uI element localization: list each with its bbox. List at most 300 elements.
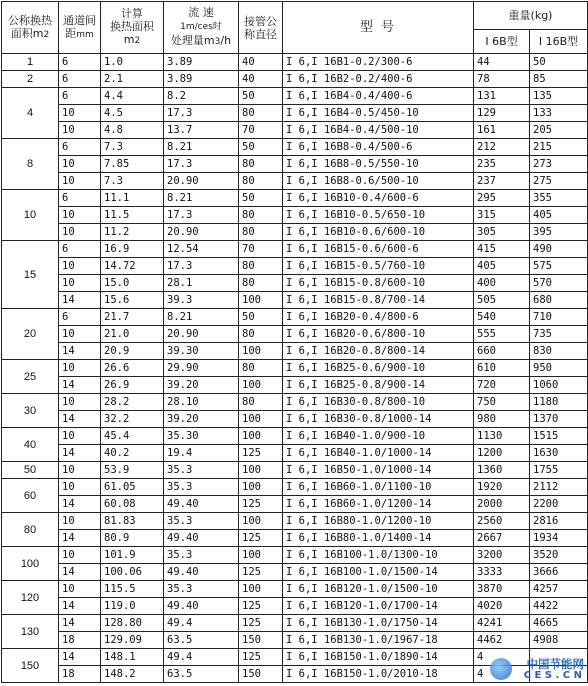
calc-area-cell: 4.4	[101, 88, 164, 105]
gap-cell: 10	[59, 326, 101, 343]
weight-6b-cell: 540	[474, 309, 530, 326]
calc-area-cell: 4.5	[101, 105, 164, 122]
area-cell: 2	[2, 71, 59, 88]
calc-area-cell: 28.2	[101, 394, 164, 411]
flow-cell: 8.21	[164, 190, 239, 207]
gap-cell: 14	[59, 598, 101, 615]
gap-cell: 14	[59, 496, 101, 513]
calc-area-cell: 11.5	[101, 207, 164, 224]
gap-cell: 10	[59, 156, 101, 173]
pipe-cell: 80	[239, 156, 283, 173]
flow-cell: 20.90	[164, 173, 239, 190]
area-cell: 15	[2, 241, 59, 309]
pipe-cell: 80	[239, 258, 283, 275]
header-pipe: 接管公 称直径	[239, 2, 283, 54]
weight-6b-cell: 555	[474, 326, 530, 343]
area-cell: 40	[2, 428, 59, 462]
weight-16b-cell: 4665	[530, 615, 588, 632]
area-cell: 60	[2, 479, 59, 513]
area-cell: 50	[2, 462, 59, 479]
flow-cell: 35.3	[164, 479, 239, 496]
flow-cell: 35.30	[164, 428, 239, 445]
pipe-cell: 80	[239, 105, 283, 122]
calc-area-cell: 101.9	[101, 547, 164, 564]
gap-cell: 10	[59, 105, 101, 122]
calc-area-cell: 148.1	[101, 649, 164, 666]
model-cell: I 6,I 16B20-0.8/800-14	[283, 343, 474, 360]
weight-6b-cell: 3200	[474, 547, 530, 564]
table-row	[2, 513, 588, 530]
gap-cell: 14	[59, 564, 101, 581]
gap-cell: 6	[59, 54, 101, 71]
weight-6b-cell: 720	[474, 377, 530, 394]
flow-cell: 35.3	[164, 513, 239, 530]
calc-area-cell: 15.6	[101, 292, 164, 309]
gap-cell: 10	[59, 462, 101, 479]
calc-area-cell: 100.06	[101, 564, 164, 581]
header-calc-area: 计算 换热面积 m2	[101, 2, 164, 54]
table-row	[2, 54, 588, 71]
weight-6b-cell: 131	[474, 88, 530, 105]
pipe-cell: 50	[239, 309, 283, 326]
table-row	[2, 547, 588, 564]
pipe-cell: 80	[239, 394, 283, 411]
weight-6b-cell: 44	[474, 54, 530, 71]
weight-6b-cell: 1130	[474, 428, 530, 445]
model-cell: I 6,I 16B20-0.4/800-6	[283, 309, 474, 326]
area-cell: 20	[2, 309, 59, 360]
pipe-cell: 125	[239, 615, 283, 632]
calc-area-cell: 53.9	[101, 462, 164, 479]
heat-exchanger-spec-table	[1, 1, 588, 683]
weight-16b-cell: 1370	[530, 411, 588, 428]
pipe-cell: 70	[239, 122, 283, 139]
table-row	[2, 428, 588, 445]
calc-area-cell: 11.1	[101, 190, 164, 207]
pipe-cell: 100	[239, 547, 283, 564]
weight-6b-cell: 1200	[474, 445, 530, 462]
pipe-cell: 125	[239, 445, 283, 462]
gap-cell: 6	[59, 71, 101, 88]
flow-cell: 63.5	[164, 666, 239, 683]
gap-cell: 14	[59, 615, 101, 632]
pipe-cell: 100	[239, 411, 283, 428]
flow-cell: 49.40	[164, 530, 239, 547]
model-cell: I 6,I 16B8-0.4/500-6	[283, 139, 474, 156]
pipe-cell: 125	[239, 598, 283, 615]
calc-area-cell: 45.4	[101, 428, 164, 445]
weight-16b-cell: 2200	[530, 496, 588, 513]
weight-6b-cell: 4	[474, 649, 530, 666]
weight-16b-cell: 710	[530, 309, 588, 326]
weight-6b-cell: 295	[474, 190, 530, 207]
header-weight-6b: I 6B型	[474, 30, 530, 54]
model-cell: I 6,I 16B130-1.0/1967-18	[283, 632, 474, 649]
model-cell: I 6,I 16B30-0.8/1000-14	[283, 411, 474, 428]
table-row	[2, 309, 588, 326]
weight-16b-cell: 273	[530, 156, 588, 173]
weight-6b-cell: 78	[474, 71, 530, 88]
table-row	[2, 360, 588, 377]
model-cell: I 6,I 16B10-0.5/650-10	[283, 207, 474, 224]
weight-16b-cell: 490	[530, 241, 588, 258]
area-cell: 30	[2, 394, 59, 428]
header-area: 公称换热 面积m2	[2, 2, 59, 54]
table-row	[2, 445, 588, 462]
area-cell: 100	[2, 547, 59, 581]
model-cell: I 6,I 16B60-1.0/1200-14	[283, 496, 474, 513]
weight-16b-cell: 275	[530, 173, 588, 190]
model-cell: I 6,I 16B8-0.6/500-10	[283, 173, 474, 190]
calc-area-cell: 21.0	[101, 326, 164, 343]
gap-cell: 10	[59, 479, 101, 496]
weight-6b-cell: 161	[474, 122, 530, 139]
header-weight: 重量(kg)	[474, 2, 588, 30]
pipe-cell: 100	[239, 428, 283, 445]
calc-area-cell: 128.80	[101, 615, 164, 632]
flow-cell: 17.3	[164, 207, 239, 224]
pipe-cell: 40	[239, 54, 283, 71]
gap-cell: 10	[59, 581, 101, 598]
weight-6b-cell: 415	[474, 241, 530, 258]
table-row	[2, 377, 588, 394]
calc-area-cell: 26.9	[101, 377, 164, 394]
pipe-cell: 100	[239, 462, 283, 479]
flow-cell: 3.89	[164, 71, 239, 88]
weight-16b-cell: 1934	[530, 530, 588, 547]
weight-6b-cell: 315	[474, 207, 530, 224]
weight-6b-cell: 405	[474, 258, 530, 275]
calc-area-cell: 1.0	[101, 54, 164, 71]
weight-6b-cell: 400	[474, 275, 530, 292]
weight-6b-cell: 4241	[474, 615, 530, 632]
model-cell: I 6,I 16B15-0.6/600-6	[283, 241, 474, 258]
area-cell: 25	[2, 360, 59, 394]
calc-area-cell: 60.08	[101, 496, 164, 513]
model-cell: I 6,I 16B4-0.5/450-10	[283, 105, 474, 122]
model-cell: I 6,I 16B8-0.5/550-10	[283, 156, 474, 173]
calc-area-cell: 14.72	[101, 258, 164, 275]
calc-area-cell: 7.3	[101, 139, 164, 156]
table-row	[2, 496, 588, 513]
weight-16b-cell: 395	[530, 224, 588, 241]
weight-16b-cell: 2816	[530, 513, 588, 530]
header-gap: 通道间 距mm	[59, 2, 101, 54]
model-cell: I 6,I 16B130-1.0/1750-14	[283, 615, 474, 632]
header-weight-16b: I 16B型	[530, 30, 588, 54]
calc-area-cell: 129.09	[101, 632, 164, 649]
calc-area-cell: 81.83	[101, 513, 164, 530]
area-cell: 4	[2, 88, 59, 139]
table-row	[2, 207, 588, 224]
weight-6b-cell: 2667	[474, 530, 530, 547]
weight-16b-cell: 735	[530, 326, 588, 343]
gap-cell: 14	[59, 343, 101, 360]
flow-cell: 8.2	[164, 88, 239, 105]
calc-area-cell: 119.0	[101, 598, 164, 615]
flow-cell: 17.3	[164, 156, 239, 173]
weight-16b-cell: 2112	[530, 479, 588, 496]
model-cell: I 6,I 16B40-1.0/900-10	[283, 428, 474, 445]
pipe-cell: 100	[239, 479, 283, 496]
table-row	[2, 615, 588, 632]
model-cell: I 6,I 16B15-0.8/600-10	[283, 275, 474, 292]
weight-16b-cell: 830	[530, 343, 588, 360]
weight-16b-cell: 1630	[530, 445, 588, 462]
gap-cell: 10	[59, 513, 101, 530]
table-row	[2, 105, 588, 122]
table-row	[2, 241, 588, 258]
gap-cell: 18	[59, 632, 101, 649]
weight-6b-cell: 980	[474, 411, 530, 428]
header-flow: 流 速 1m/ces时 处理量m3/h	[164, 2, 239, 54]
calc-area-cell: 26.6	[101, 360, 164, 377]
model-cell: I 6,I 16B120-1.0/1500-10	[283, 581, 474, 598]
weight-6b-cell: 660	[474, 343, 530, 360]
model-cell: I 6,I 16B30-0.8/800-10	[283, 394, 474, 411]
table-row	[2, 258, 588, 275]
area-cell: 8	[2, 139, 59, 190]
flow-cell: 39.20	[164, 411, 239, 428]
pipe-cell: 50	[239, 190, 283, 207]
pipe-cell: 80	[239, 207, 283, 224]
model-cell: I 6,I 16B25-0.8/900-14	[283, 377, 474, 394]
model-cell: I 6,I 16B1-0.2/300-6	[283, 54, 474, 71]
calc-area-cell: 115.5	[101, 581, 164, 598]
table-row	[2, 224, 588, 241]
weight-6b-cell: 4462	[474, 632, 530, 649]
table-row	[2, 71, 588, 88]
gap-cell: 6	[59, 309, 101, 326]
gap-cell: 10	[59, 173, 101, 190]
pipe-cell: 80	[239, 326, 283, 343]
calc-area-cell: 21.7	[101, 309, 164, 326]
table-row	[2, 394, 588, 411]
weight-16b-cell: 3520	[530, 547, 588, 564]
table-row	[2, 139, 588, 156]
gap-cell: 10	[59, 122, 101, 139]
gap-cell: 6	[59, 241, 101, 258]
pipe-cell: 70	[239, 241, 283, 258]
gap-cell: 14	[59, 445, 101, 462]
pipe-cell: 80	[239, 224, 283, 241]
model-cell: I 6,I 16B80-1.0/1400-14	[283, 530, 474, 547]
flow-cell: 49.4	[164, 649, 239, 666]
flow-cell: 28.10	[164, 394, 239, 411]
gap-cell: 14	[59, 411, 101, 428]
weight-16b-cell: 405	[530, 207, 588, 224]
pipe-cell: 150	[239, 632, 283, 649]
table-row	[2, 326, 588, 343]
flow-cell: 39.3	[164, 292, 239, 309]
weight-6b-cell: 129	[474, 105, 530, 122]
gap-cell: 10	[59, 258, 101, 275]
calc-area-cell: 7.85	[101, 156, 164, 173]
pipe-cell: 150	[239, 666, 283, 683]
pipe-cell: 100	[239, 581, 283, 598]
pipe-cell: 50	[239, 139, 283, 156]
area-cell: 150	[2, 649, 59, 683]
pipe-cell: 80	[239, 173, 283, 190]
gap-cell: 18	[59, 666, 101, 683]
model-cell: I 6,I 16B60-1.0/1100-10	[283, 479, 474, 496]
weight-6b-cell: 610	[474, 360, 530, 377]
pipe-cell: 50	[239, 88, 283, 105]
calc-area-cell: 40.2	[101, 445, 164, 462]
weight-16b-cell: 135	[530, 88, 588, 105]
flow-cell: 28.1	[164, 275, 239, 292]
globe-icon	[490, 658, 512, 680]
weight-16b-cell: 570	[530, 275, 588, 292]
table-row	[2, 462, 588, 479]
calc-area-cell: 7.3	[101, 173, 164, 190]
watermark-top: 中国节能网	[526, 657, 584, 671]
model-cell: I 6,I 16B150-1.0/2010-18	[283, 666, 474, 683]
calc-area-cell: 11.2	[101, 224, 164, 241]
gap-cell: 14	[59, 530, 101, 547]
flow-cell: 39.20	[164, 377, 239, 394]
weight-16b-cell: 1060	[530, 377, 588, 394]
weight-6b-cell: 4020	[474, 598, 530, 615]
gap-cell: 14	[59, 377, 101, 394]
calc-area-cell: 16.9	[101, 241, 164, 258]
flow-cell: 13.7	[164, 122, 239, 139]
weight-16b-cell: 133	[530, 105, 588, 122]
flow-cell: 20.90	[164, 224, 239, 241]
pipe-cell: 100	[239, 343, 283, 360]
flow-cell: 49.40	[164, 496, 239, 513]
weight-16b-cell: 85	[530, 71, 588, 88]
gap-cell: 10	[59, 207, 101, 224]
table-row	[2, 632, 588, 649]
flow-cell: 49.40	[164, 564, 239, 581]
gap-cell: 6	[59, 88, 101, 105]
weight-16b-cell: 1515	[530, 428, 588, 445]
flow-cell: 39.30	[164, 343, 239, 360]
watermark-bottom: C E S . C N	[523, 670, 582, 681]
flow-cell: 49.4	[164, 615, 239, 632]
weight-6b-cell: 305	[474, 224, 530, 241]
gap-cell: 6	[59, 190, 101, 207]
gap-cell: 14	[59, 292, 101, 309]
pipe-cell: 80	[239, 275, 283, 292]
table-row	[2, 88, 588, 105]
model-cell: I 6,I 16B50-1.0/1000-14	[283, 462, 474, 479]
weight-6b-cell: 1360	[474, 462, 530, 479]
gap-cell: 10	[59, 428, 101, 445]
table-row	[2, 343, 588, 360]
area-cell: 10	[2, 190, 59, 241]
table-row	[2, 581, 588, 598]
calc-area-cell: 148.2	[101, 666, 164, 683]
calc-area-cell: 2.1	[101, 71, 164, 88]
watermark-logo	[490, 656, 586, 684]
flow-cell: 35.3	[164, 547, 239, 564]
flow-cell: 49.40	[164, 598, 239, 615]
weight-16b-cell: 575	[530, 258, 588, 275]
weight-16b-cell: 3666	[530, 564, 588, 581]
weight-16b-cell: 1180	[530, 394, 588, 411]
gap-cell: 14	[59, 649, 101, 666]
calc-area-cell: 61.05	[101, 479, 164, 496]
calc-area-cell: 15.0	[101, 275, 164, 292]
model-cell: I 6,I 16B4-0.4/500-10	[283, 122, 474, 139]
model-cell: I 6,I 16B100-1.0/1300-10	[283, 547, 474, 564]
area-cell: 120	[2, 581, 59, 615]
weight-16b-cell: 355	[530, 190, 588, 207]
area-cell: 130	[2, 615, 59, 649]
weight-6b-cell: 3333	[474, 564, 530, 581]
model-cell: I 6,I 16B10-0.6/600-10	[283, 224, 474, 241]
model-cell: I 6,I 16B80-1.0/1200-10	[283, 513, 474, 530]
weight-16b-cell: 50	[530, 54, 588, 71]
weight-16b-cell: 1755	[530, 462, 588, 479]
weight-6b-cell: 505	[474, 292, 530, 309]
model-cell: I 6,I 16B100-1.0/1500-14	[283, 564, 474, 581]
model-cell: I 6,I 16B25-0.6/900-10	[283, 360, 474, 377]
pipe-cell: 125	[239, 530, 283, 547]
pipe-cell: 125	[239, 564, 283, 581]
pipe-cell: 80	[239, 360, 283, 377]
weight-16b-cell: 4422	[530, 598, 588, 615]
model-cell: I 6,I 16B40-1.0/1000-14	[283, 445, 474, 462]
model-cell: I 6,I 16B150-1.0/1890-14	[283, 649, 474, 666]
pipe-cell: 40	[239, 71, 283, 88]
flow-cell: 3.89	[164, 54, 239, 71]
flow-cell: 35.3	[164, 581, 239, 598]
table-row	[2, 564, 588, 581]
weight-6b-cell: 750	[474, 394, 530, 411]
weight-16b-cell: 950	[530, 360, 588, 377]
flow-cell: 35.3	[164, 462, 239, 479]
flow-cell: 8.21	[164, 309, 239, 326]
flow-cell: 20.90	[164, 326, 239, 343]
weight-16b-cell: 4257	[530, 581, 588, 598]
flow-cell: 12.54	[164, 241, 239, 258]
table-row	[2, 479, 588, 496]
pipe-cell: 125	[239, 496, 283, 513]
flow-cell: 29.90	[164, 360, 239, 377]
area-cell: 80	[2, 513, 59, 547]
gap-cell: 10	[59, 275, 101, 292]
model-cell: I 6,I 16B20-0.6/800-10	[283, 326, 474, 343]
table-row	[2, 598, 588, 615]
pipe-cell: 100	[239, 513, 283, 530]
weight-6b-cell: 212	[474, 139, 530, 156]
calc-area-cell: 32.2	[101, 411, 164, 428]
model-cell: I 6,I 16B4-0.4/400-6	[283, 88, 474, 105]
pipe-cell: 100	[239, 292, 283, 309]
calc-area-cell: 4.8	[101, 122, 164, 139]
model-cell: I 6,I 16B120-1.0/1700-14	[283, 598, 474, 615]
gap-cell: 10	[59, 360, 101, 377]
weight-6b-cell: 3870	[474, 581, 530, 598]
weight-6b-cell: 1920	[474, 479, 530, 496]
table-row	[2, 173, 588, 190]
flow-cell: 63.5	[164, 632, 239, 649]
header-model: 型 号	[283, 2, 474, 54]
weight-16b-cell: 205	[530, 122, 588, 139]
weight-16b-cell: 680	[530, 292, 588, 309]
table-row	[2, 411, 588, 428]
calc-area-cell: 80.9	[101, 530, 164, 547]
model-cell: I 6,I 16B15-0.8/700-14	[283, 292, 474, 309]
gap-cell: 6	[59, 139, 101, 156]
weight-6b-cell: 2000	[474, 496, 530, 513]
table-row	[2, 292, 588, 309]
weight-6b-cell: 4	[474, 666, 530, 683]
pipe-cell: 125	[239, 649, 283, 666]
